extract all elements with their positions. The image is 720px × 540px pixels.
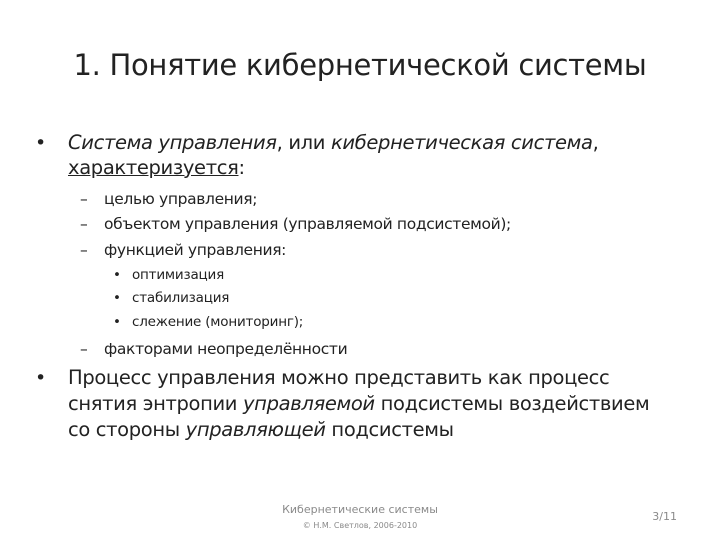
dash-marker: – xyxy=(80,190,88,208)
subitem-1-text: целью управления; xyxy=(104,190,258,208)
dash-marker: – xyxy=(80,215,88,233)
subsubitem-1 xyxy=(113,266,225,284)
bullet-1-colon: : xyxy=(238,156,245,179)
bullet-marker: • xyxy=(113,267,121,283)
dash-marker: – xyxy=(80,241,88,259)
bullet-marker: • xyxy=(35,132,46,154)
subsubitem-1-text: оптимизация xyxy=(132,267,225,283)
bullet-marker: • xyxy=(35,367,46,389)
bullet-2 xyxy=(35,366,688,390)
bullet-2-line-3-c: подсистемы xyxy=(325,418,454,441)
bullet-1 xyxy=(35,131,688,155)
bullet-2-line-2 xyxy=(68,392,649,416)
slide-title: 1. Понятие кибернетической системы xyxy=(73,48,647,82)
bullet-1-underlined: характеризуется xyxy=(68,156,239,179)
page-number: 3/11 xyxy=(652,510,677,523)
bullet-1-term-2: кибернетическая система xyxy=(330,131,593,154)
footer-center xyxy=(240,503,480,532)
footer-copyright: © Н.М. Светлов, 2006-2010 xyxy=(302,521,418,530)
bullet-2-line-3-italic: управляющей xyxy=(185,418,326,441)
bullet-2-line-1: Процесс управления можно представить как процесс xyxy=(68,366,610,389)
subitem-2-text: объектом управления (управляемой подсистемой); xyxy=(104,215,511,233)
footer-title: Кибернетические системы xyxy=(282,503,438,516)
subitem-4 xyxy=(80,339,348,359)
bullet-2-line-2-italic: управляемой xyxy=(242,392,375,415)
bullet-1-comma: , xyxy=(592,131,599,154)
bullet-2-line-2-c: подсистемы воздействием xyxy=(374,392,650,415)
bullet-marker: • xyxy=(113,314,121,330)
bullet-1-term-1: Система управления xyxy=(68,131,277,154)
bullet-1-connector: , или xyxy=(276,131,331,154)
subsubitem-2-text: стабилизация xyxy=(132,290,230,306)
subsubitem-3 xyxy=(113,313,304,331)
subitem-3 xyxy=(80,240,287,260)
subitem-4-text: факторами неопределённости xyxy=(104,340,348,358)
subitem-2 xyxy=(80,214,511,234)
bullet-marker: • xyxy=(113,290,121,306)
subitem-1 xyxy=(80,189,258,209)
bullet-2-line-3-a: со стороны xyxy=(68,418,186,441)
dash-marker: – xyxy=(80,340,88,358)
subsubitem-2 xyxy=(113,289,230,307)
subitem-3-text: функцией управления: xyxy=(104,241,287,259)
bullet-2-line-3 xyxy=(68,418,454,442)
subsubitem-3-text: слежение (мониторинг); xyxy=(132,314,304,330)
bullet-1-line-2 xyxy=(68,156,245,180)
bullet-2-line-2-a: снятия энтропии xyxy=(68,392,243,415)
